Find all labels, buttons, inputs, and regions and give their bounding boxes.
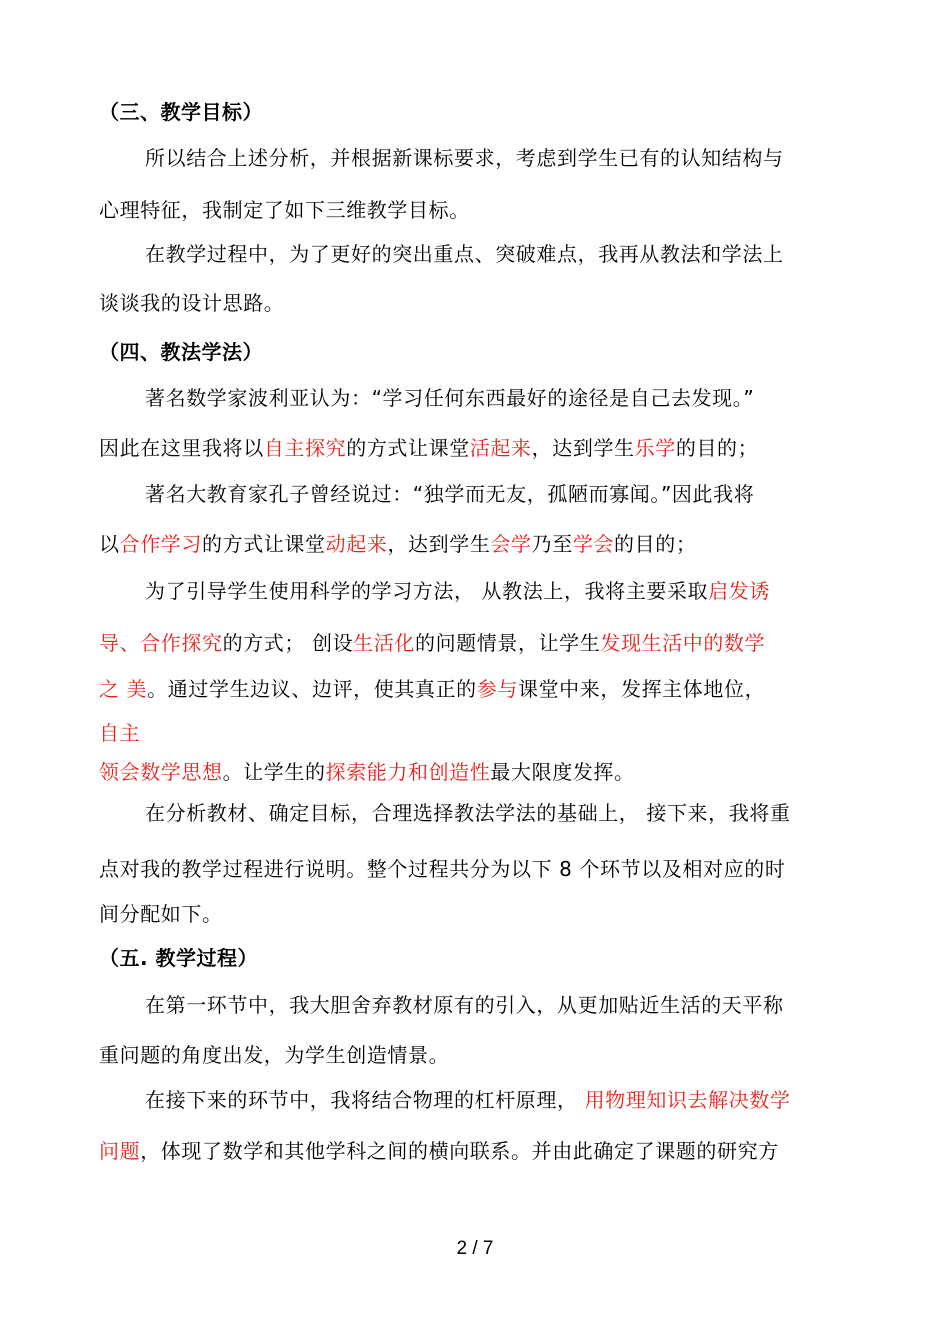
paragraph-line	[99, 1139, 779, 1163]
text-run: 因此在这里我将以	[99, 436, 264, 460]
section-heading: （三、教学目标）	[99, 100, 263, 124]
text-run: 在分析教材、确定目标，合理选择教法学法的基础上， 接下来，我将重	[145, 801, 791, 825]
text-run: 。通过学生边议、边评，使其真正的	[147, 677, 477, 701]
highlighted-text: 乐学	[634, 436, 676, 460]
highlighted-text: 导、合作探究	[99, 631, 223, 655]
highlighted-text: 启发诱	[708, 579, 770, 603]
highlighted-text: 之 美	[99, 677, 148, 701]
highlighted-text: 领会数学思想	[99, 760, 223, 784]
highlighted-text: 学会	[572, 532, 615, 556]
text-run: 课堂中来，发挥主体地位，	[517, 677, 766, 701]
text-run: 谈谈我的设计思路。	[99, 291, 285, 315]
paragraph-line	[99, 532, 696, 556]
text-run: 间分配如下。	[99, 902, 223, 926]
text-run: 最大限度发挥。	[490, 760, 635, 784]
highlighted-text: 生活化	[353, 631, 415, 655]
paragraph-line	[99, 721, 140, 745]
paragraph-line	[99, 436, 758, 460]
text-run: 在教学过程中，为了更好的突出重点、突破难点，我再从教法和学法上	[145, 242, 784, 266]
text-run: 的方式； 创设	[222, 631, 354, 655]
text-run: 所以结合上述分析，并根据新课标要求，考虑到学生已有的认知结构与	[145, 146, 784, 170]
paragraph-line	[145, 242, 784, 266]
text-run: ，体现了数学和其他学科之间的横向联系。并由此确定了课题的研究方	[140, 1139, 779, 1163]
paragraph-line	[145, 386, 754, 410]
text-run: 的目的；	[675, 436, 759, 460]
highlighted-text: 自主探究	[263, 436, 347, 460]
paragraph-line	[145, 993, 784, 1017]
highlighted-text: 动起来	[325, 532, 388, 556]
text-run: 乃至	[531, 532, 573, 556]
text-run: 以	[99, 532, 120, 556]
highlighted-text: 用物理知识去解决数学	[584, 1088, 791, 1112]
text-run: 为了引导学生使用科学的学习方法， 从教法上，我将主要采取	[145, 579, 709, 603]
highlighted-text: 参与	[476, 677, 518, 701]
section-heading: （四、教法学法）	[99, 340, 263, 364]
paragraph-line	[99, 1043, 449, 1067]
text-run: 心理特征，我制定了如下三维教学目标。	[99, 198, 470, 222]
paragraph-line	[99, 677, 765, 701]
page-number: 2 / 7	[456, 1238, 494, 1259]
text-run: 。让学生的	[222, 760, 326, 784]
text-run: 的问题情景，让学生	[414, 631, 601, 655]
highlighted-text: 会学	[490, 532, 532, 556]
text-run: 在接下来的环节中，我将结合物理的杠杆原理，	[145, 1088, 585, 1112]
text-run: 的方式让课堂	[346, 436, 470, 460]
highlighted-text: 自主	[99, 721, 141, 745]
text-run: 的目的；	[614, 532, 697, 556]
text-run: ，达到学生	[387, 532, 491, 556]
paragraph-line	[99, 291, 284, 315]
text-run: 著名数学家波利亚认为：“学习任何东西最好的途径是自己去发现。”	[145, 386, 755, 410]
text-run: 重问题的角度出发，为学生创造情景。	[99, 1043, 450, 1067]
highlighted-text: 活起来	[469, 436, 532, 460]
text-run: 点对我的教学过程进行说明。整个过程共分为以下 8 个环节以及相对应的时	[99, 857, 786, 881]
highlighted-text: 发现生活中的数学	[600, 631, 766, 655]
paragraph-line	[99, 631, 765, 655]
paragraph-line	[99, 857, 785, 881]
section-heading: （五. 教学过程）	[99, 946, 259, 970]
paragraph-line	[99, 760, 635, 784]
paragraph-line	[145, 146, 784, 170]
highlighted-text: 探索能力和创造性	[325, 760, 491, 784]
paragraph-line	[145, 579, 770, 603]
paragraph-line	[99, 198, 470, 222]
paragraph-line	[99, 902, 223, 926]
paragraph-line	[145, 482, 754, 506]
paragraph-line	[145, 1088, 791, 1112]
text-run: 在第一环节中，我大胆舍弃教材原有的引入，从更加贴近生活的天平称	[145, 993, 784, 1017]
highlighted-text: 合作学习	[119, 532, 203, 556]
text-run: ，达到学生	[531, 436, 635, 460]
paragraph-line	[145, 801, 791, 825]
highlighted-text: 问题	[99, 1139, 141, 1163]
text-run: 著名大教育家孔子曾经说过：“独学而无友，孤陋而寡闻。”因此我将	[145, 482, 755, 506]
text-run: 的方式让课堂	[202, 532, 326, 556]
